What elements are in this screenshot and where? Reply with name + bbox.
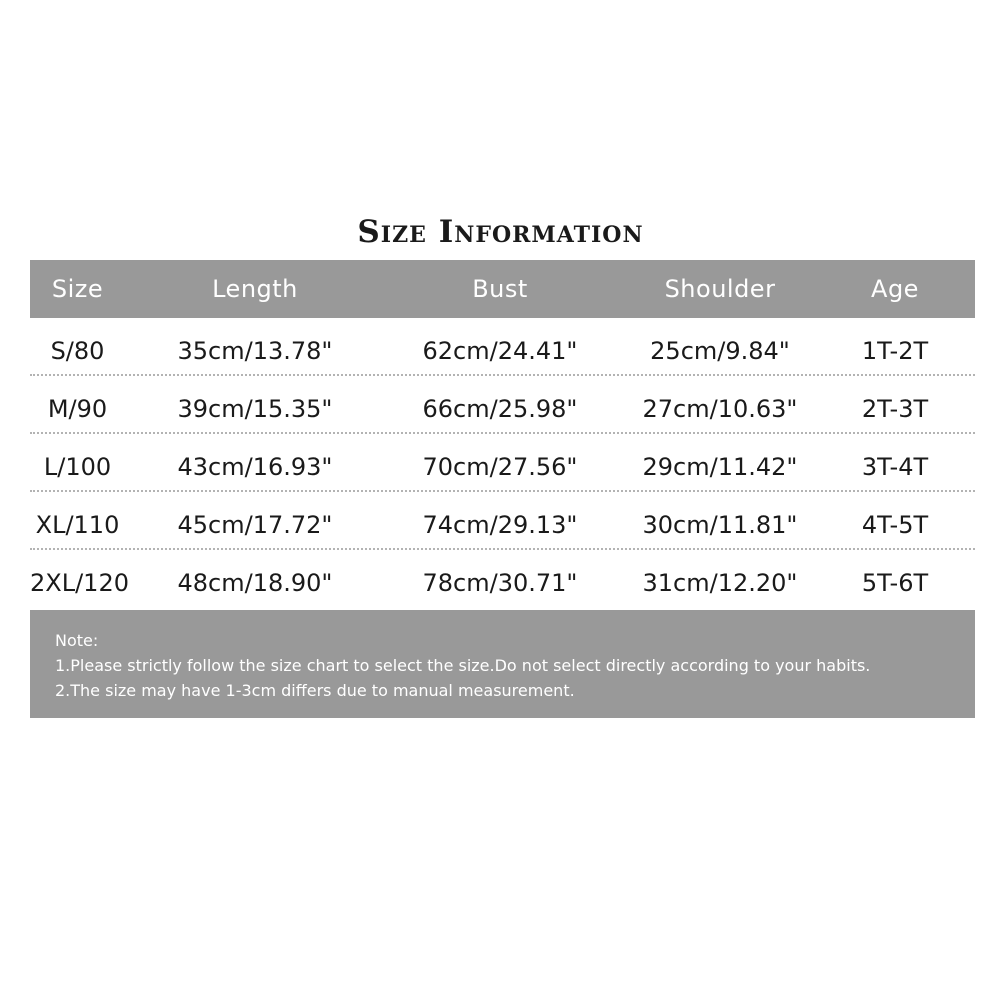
cell-shoulder: 29cm/11.42" bbox=[642, 453, 798, 481]
size-table bbox=[30, 260, 975, 608]
table-row bbox=[30, 434, 975, 492]
cell-size: XL/110 bbox=[35, 511, 120, 539]
cell-bust: 70cm/27.56" bbox=[422, 453, 578, 481]
header-bust: Bust bbox=[472, 275, 528, 303]
cell-length: 35cm/13.78" bbox=[177, 337, 333, 365]
cell-age: 3T-4T bbox=[861, 453, 929, 481]
note-line-1: 1.Please strictly follow the size chart to select the size.Do not select directly according to your habits. bbox=[55, 656, 871, 675]
table-row bbox=[30, 376, 975, 434]
cell-size: M/90 bbox=[47, 395, 108, 423]
cell-age: 2T-3T bbox=[861, 395, 929, 423]
header-length: Length bbox=[212, 275, 298, 303]
cell-bust: 78cm/30.71" bbox=[422, 569, 578, 597]
header-size: Size bbox=[51, 275, 104, 303]
page-title: Size Information bbox=[357, 214, 644, 250]
table-row bbox=[30, 492, 975, 550]
cell-length: 39cm/15.35" bbox=[177, 395, 333, 423]
cell-size: 2XL/120 bbox=[30, 569, 129, 597]
cell-length: 48cm/18.90" bbox=[177, 569, 333, 597]
cell-length: 43cm/16.93" bbox=[177, 453, 333, 481]
cell-age: 1T-2T bbox=[861, 337, 929, 365]
cell-size: L/100 bbox=[43, 453, 112, 481]
cell-age: 4T-5T bbox=[861, 511, 929, 539]
note-line-2: 2.The size may have 1-3cm differs due to manual measurement. bbox=[55, 681, 575, 700]
header-shoulder: Shoulder bbox=[664, 275, 776, 303]
table-row bbox=[30, 318, 975, 376]
header-age: Age bbox=[871, 275, 919, 303]
table-row bbox=[30, 550, 975, 608]
cell-bust: 62cm/24.41" bbox=[422, 337, 578, 365]
cell-size: S/80 bbox=[50, 337, 105, 365]
cell-shoulder: 30cm/11.81" bbox=[642, 511, 798, 539]
cell-shoulder: 25cm/9.84" bbox=[650, 337, 790, 365]
cell-age: 5T-6T bbox=[861, 569, 929, 597]
cell-length: 45cm/17.72" bbox=[177, 511, 333, 539]
note-heading: Note: bbox=[55, 631, 99, 650]
cell-bust: 66cm/25.98" bbox=[422, 395, 578, 423]
cell-shoulder: 27cm/10.63" bbox=[642, 395, 798, 423]
note-box bbox=[30, 610, 975, 718]
table-header-row bbox=[30, 260, 975, 318]
cell-bust: 74cm/29.13" bbox=[422, 511, 578, 539]
cell-shoulder: 31cm/12.20" bbox=[642, 569, 798, 597]
